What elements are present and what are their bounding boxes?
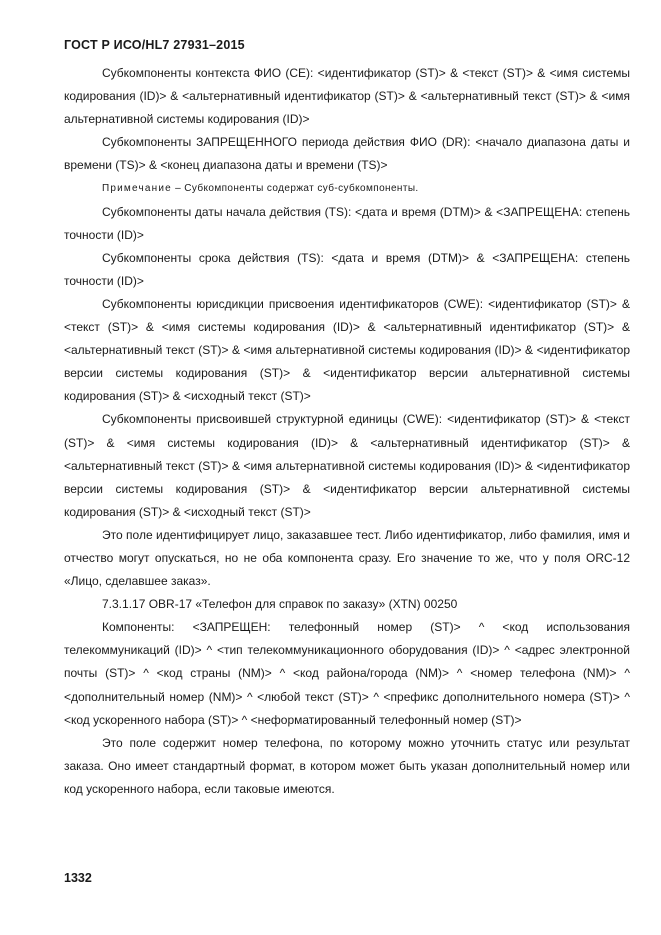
paragraph-components: Компоненты: <ЗАПРЕЩЕН: телефонный номер (ST)> ^ <код использования телекоммуникаций (ID)> ^ <тип телекоммуникационного оборудования (ID)> ^ <адрес электронной почты (ST)> ^ <код страны (NM)> ^ <код района/города (NM)> ^ <номер телефона (NM)> ^ <дополнительный номер (NM)> ^ <любой текст (ST)> ^ <префикс дополнительного номера (ST)> ^ <код ускоренного набора (ST)> ^ <неформатированный телефонный номер (ST)> — [64, 620, 630, 727]
page-number: 1332 — [64, 871, 92, 885]
standard-header: ГОСТ Р ИСО/HL7 27931–2015 — [64, 38, 245, 52]
note-lead: Примечание — [102, 183, 172, 195]
paragraph-field-description: Это поле идентифицирует лицо, заказавшее тест. Либо идентификатор, либо фамилия, имя и отчество могут опускаться, но не оба компонента сразу. Его значение то же, что у поля ORC-12 «Лицо, сделавшее заказ». — [64, 527, 630, 589]
paragraph-assigning-unit-subcomponents: Субкомпоненты присвоившей структурной единицы (CWE): <идентификатор (ST)> & <текст (ST)> & <имя системы кодирования (ID)> & <альтернативный идентификатор (ST)> & <альтернативный текст (ST)> & <имя альтернативной системы кодирования (ID)> & <идентификатор версии системы кодирования (ST)> & <идентификатор версии альтернативной системы кодирования (ST)> & <исходный текст (ST)> — [64, 412, 630, 519]
paragraph-dr-subcomponents: Субкомпоненты ЗАПРЕЩЕННОГО периода действия ФИО (DR): <начало диапазона даты и времени (TS)> & <конец диапазона даты и времени (TS)> — [64, 135, 630, 173]
page-body — [64, 62, 630, 801]
paragraph-phone-description: Это поле содержит номер телефона, по которому можно уточнить статус или результат заказа. Оно имеет стандартный формат, в котором может быть указан дополнительный номер или код ускоренного набора, если таковые имеются. — [64, 735, 630, 796]
paragraph-jurisdiction-subcomponents: Субкомпоненты юрисдикции присвоения идентификаторов (CWE): <идентификатор (ST)> & <текст (ST)> & <имя системы кодирования (ID)> & <альтернативный идентификатор (ST)> & <альтернативный текст (ST)> & <имя альтернативной системы кодирования (ID)> & <идентификатор версии системы кодирования (ST)> & <идентификатор версии альтернативной системы кодирования (ST)> & <исходный текст (ST)> — [64, 296, 630, 404]
paragraph-start-date-subcomponents: Субкомпоненты даты начала действия (TS): <дата и время (DTM)> & <ЗАПРЕЩЕНА: степень точности (ID)> — [64, 204, 630, 242]
note-text: – Субкомпоненты содержат суб-субкомпоненты. — [171, 183, 419, 195]
section-heading-obr17: 7.3.1.17 OBR-17 «Телефон для справок по заказу» (XTN) 00250 — [102, 597, 458, 612]
paragraph-ce-subcomponents: Субкомпоненты контекста ФИО (CE): <идентификатор (ST)> & <текст (ST)> & <имя системы кодирования (ID)> & <альтернативный идентификатор (ST)> & <альтернативный текст (ST)> & <имя альтернативной системы кодирования (ID)> — [64, 66, 630, 127]
paragraph-expiry-subcomponents: Субкомпоненты срока действия (TS): <дата и время (DTM)> & <ЗАПРЕЩЕНА: степень точности (ID)> — [64, 250, 630, 288]
note — [64, 177, 630, 200]
